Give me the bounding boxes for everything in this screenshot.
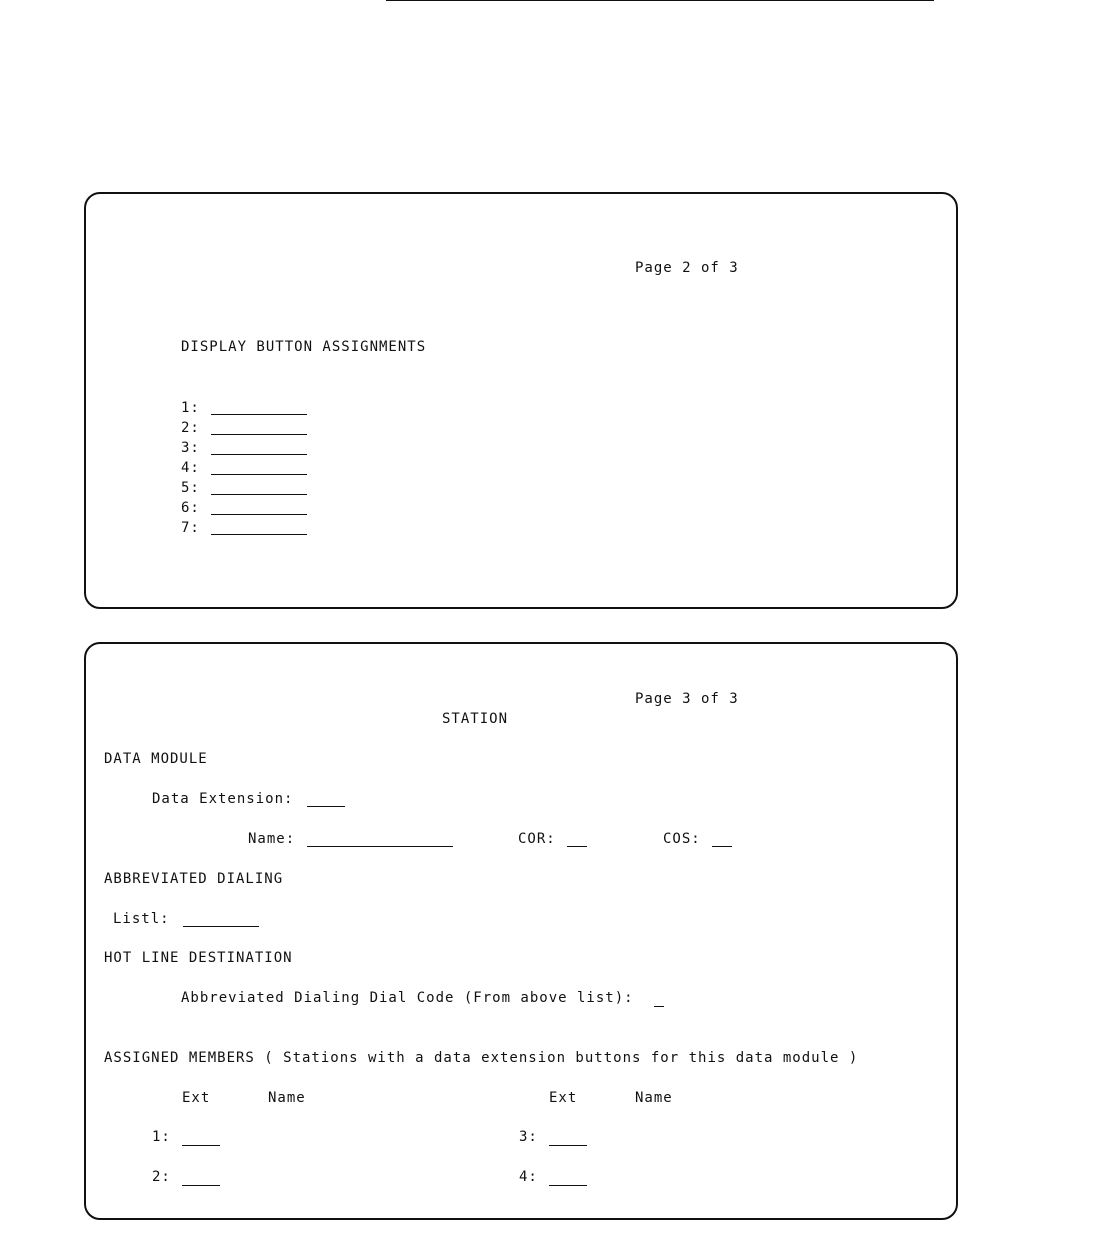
member-label-4: 4: xyxy=(519,1169,538,1185)
button-field-4[interactable] xyxy=(211,474,307,475)
screen-display-button-assignments xyxy=(84,192,958,609)
col-header-name-right: Name xyxy=(635,1090,673,1106)
section-heading-hot-line: HOT LINE DESTINATION xyxy=(104,950,293,966)
button-field-3[interactable] xyxy=(211,454,307,455)
cor-field[interactable] xyxy=(567,846,587,847)
member-label-2: 2: xyxy=(152,1169,171,1185)
member-ext-field-3[interactable] xyxy=(549,1145,587,1146)
page-indicator: Page 3 of 3 xyxy=(635,691,739,707)
data-extension-label: Data Extension: xyxy=(152,791,294,807)
button-field-6[interactable] xyxy=(211,514,307,515)
member-label-1: 1: xyxy=(152,1129,171,1145)
button-field-5[interactable] xyxy=(211,494,307,495)
col-header-ext-right: Ext xyxy=(549,1090,578,1106)
button-label-4: 4: xyxy=(181,460,200,476)
button-field-2[interactable] xyxy=(211,434,307,435)
button-label-1: 1: xyxy=(181,400,200,416)
page-indicator: Page 2 of 3 xyxy=(635,260,739,276)
name-label: Name: xyxy=(248,831,296,847)
dial-code-label: Abbreviated Dialing Dial Code (From above list): xyxy=(181,990,634,1006)
cor-label: COR: xyxy=(518,831,556,847)
button-label-6: 6: xyxy=(181,500,200,516)
screen-station xyxy=(84,642,958,1220)
cos-label: COS: xyxy=(663,831,701,847)
section-heading-data-module: DATA MODULE xyxy=(104,751,208,767)
member-ext-field-4[interactable] xyxy=(549,1185,587,1186)
member-label-3: 3: xyxy=(519,1129,538,1145)
button-field-7[interactable] xyxy=(211,534,307,535)
list1-label: Listl: xyxy=(113,911,170,927)
name-field[interactable] xyxy=(307,846,453,847)
button-label-7: 7: xyxy=(181,520,200,536)
section-heading-display-buttons: DISPLAY BUTTON ASSIGNMENTS xyxy=(181,339,427,355)
button-field-1[interactable] xyxy=(211,414,307,415)
col-header-name-left: Name xyxy=(268,1090,306,1106)
list1-field[interactable] xyxy=(183,926,259,927)
member-ext-field-1[interactable] xyxy=(182,1145,220,1146)
data-extension-field[interactable] xyxy=(307,806,345,807)
col-header-ext-left: Ext xyxy=(182,1090,211,1106)
section-heading-abbreviated-dialing: ABBREVIATED DIALING xyxy=(104,871,284,887)
button-label-5: 5: xyxy=(181,480,200,496)
section-heading-assigned-members: ASSIGNED MEMBERS ( Stations with a data extension buttons for this data module ) xyxy=(104,1050,859,1066)
button-label-2: 2: xyxy=(181,420,200,436)
page-title: STATION xyxy=(442,711,509,727)
member-ext-field-2[interactable] xyxy=(182,1185,220,1186)
dial-code-field[interactable] xyxy=(654,1006,664,1007)
button-label-3: 3: xyxy=(181,440,200,456)
top-rule xyxy=(386,0,934,1)
cos-field[interactable] xyxy=(712,846,732,847)
